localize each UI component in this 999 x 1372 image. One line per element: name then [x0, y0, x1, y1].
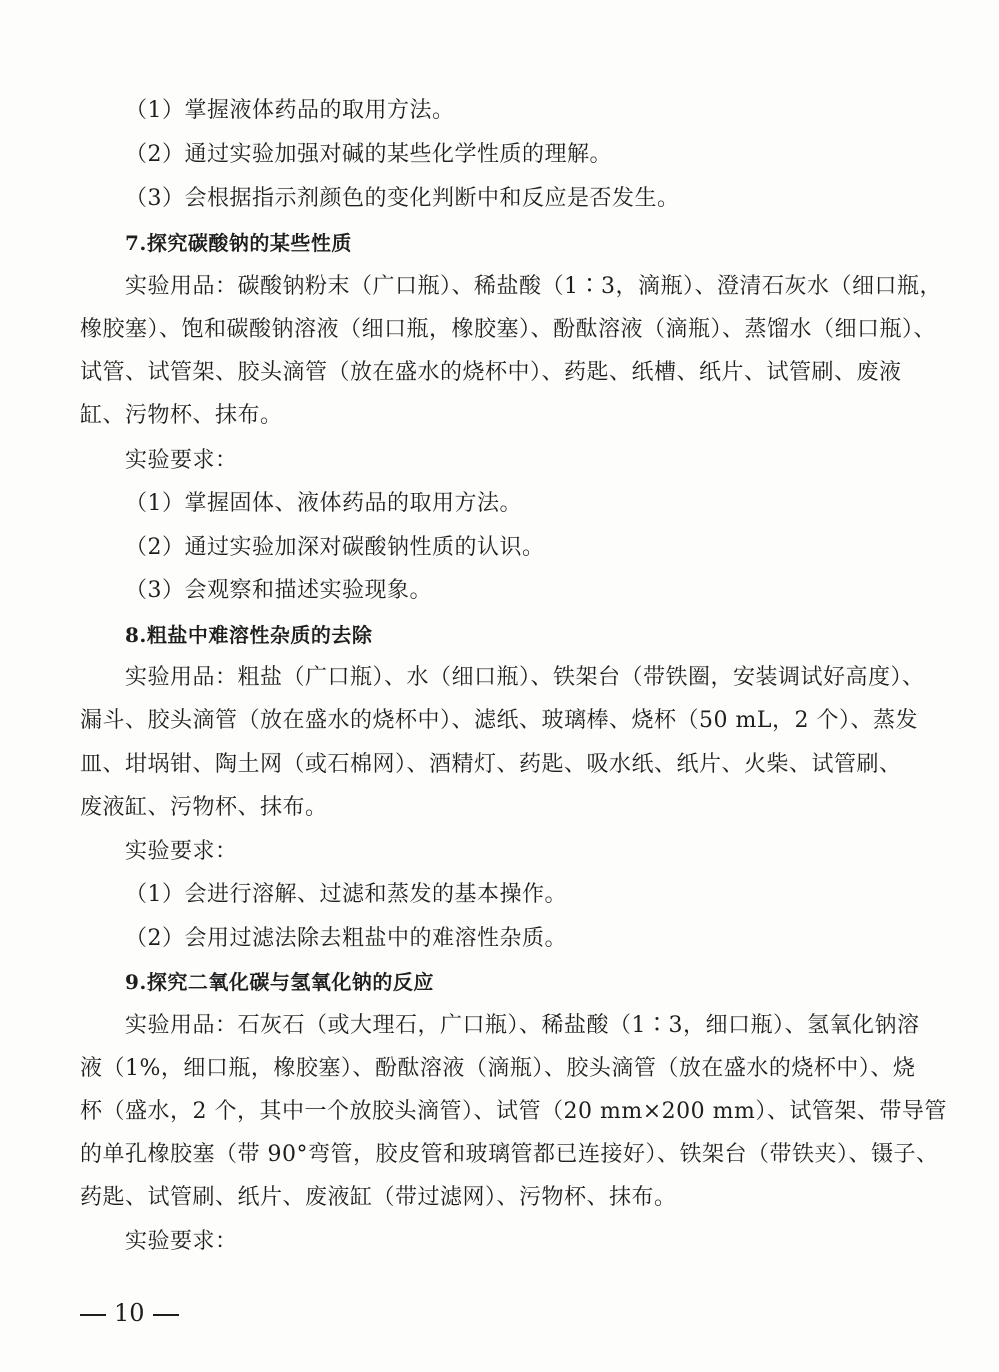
requirement-item: （1）会进行溶解、过滤和蒸发的基本操作。 — [125, 882, 567, 907]
materials-paragraph-line: 废液缸、污物杯、抹布。 — [80, 795, 328, 820]
materials-paragraph-line: 药匙、试管刷、纸片、废液缸（带过滤网）、污物杯、抹布。 — [80, 1185, 677, 1210]
section-heading-7: 7.探究碳酸钠的某些性质 — [125, 231, 352, 255]
page-number: 10 — [114, 1299, 145, 1327]
materials-paragraph-line: 杯（盛水，2 个，其中一个放胶头滴管）、试管（20 mm×200 mm）、试管架、带导管 — [80, 1099, 947, 1124]
materials-paragraph-line: 实验用品：碳酸钠粉末（广口瓶）、稀盐酸（1∶3，滴瓶）、澄清石灰水（细口瓶， — [125, 274, 942, 299]
materials-paragraph-line: 试管、试管架、胶头滴管（放在盛水的烧杯中）、药匙、纸槽、纸片、试管刷、废液 — [80, 360, 902, 385]
requirements-label: 实验要求： — [125, 448, 238, 473]
materials-paragraph-line: 液（1%，细口瓶，橡胶塞）、酚酞溶液（滴瓶）、胶头滴管（放在盛水的烧杯中）、烧 — [80, 1056, 916, 1081]
footer-dash-left — [80, 1314, 106, 1316]
footer-dash-right — [153, 1314, 179, 1316]
requirement-item: （3）会观察和描述实验现象。 — [125, 578, 432, 603]
requirement-item: （2）通过实验加深对碳酸钠性质的认识。 — [125, 535, 545, 560]
requirement-item: （2）通过实验加强对碱的某些化学性质的理解。 — [125, 142, 612, 167]
section-heading-8: 8.粗盐中难溶性杂质的去除 — [125, 623, 373, 647]
requirement-item: （1）掌握液体药品的取用方法。 — [125, 98, 455, 123]
requirement-item: （1）掌握固体、液体药品的取用方法。 — [125, 491, 522, 516]
materials-paragraph-line: 实验用品：石灰石（或大理石，广口瓶）、稀盐酸（1∶3，细口瓶）、氢氧化钠溶 — [125, 1013, 920, 1038]
page-footer — [80, 1298, 187, 1328]
requirement-item: （2）会用过滤法除去粗盐中的难溶性杂质。 — [125, 926, 567, 951]
requirements-label: 实验要求： — [125, 1229, 238, 1254]
materials-paragraph-line: 实验用品：粗盐（广口瓶）、水（细口瓶）、铁架台（带铁圈，安装调试好高度）、 — [125, 665, 925, 690]
materials-paragraph-line: 橡胶塞）、饱和碳酸钠溶液（细口瓶，橡胶塞）、酚酞溶液（滴瓶）、蒸馏水（细口瓶）、 — [80, 317, 937, 342]
requirements-label: 实验要求： — [125, 839, 238, 864]
requirement-item: （3）会根据指示剂颜色的变化判断中和反应是否发生。 — [125, 186, 680, 211]
materials-paragraph-line: 缸、污物杯、抹布。 — [80, 403, 283, 428]
section-heading-9: 9.探究二氧化碳与氢氧化钠的反应 — [125, 970, 434, 994]
materials-paragraph-line: 的单孔橡胶塞（带 90°弯管，胶皮管和玻璃管都已连接好）、铁架台（带铁夹）、镊子、 — [80, 1142, 939, 1167]
materials-paragraph-line: 皿、坩埚钳、陶土网（或石棉网）、酒精灯、药匙、吸水纸、纸片、火柴、试管刷、 — [80, 752, 902, 777]
materials-paragraph-line: 漏斗、胶头滴管（放在盛水的烧杯中）、滤纸、玻璃棒、烧杯（50 mL，2 个）、蒸发 — [80, 708, 918, 733]
